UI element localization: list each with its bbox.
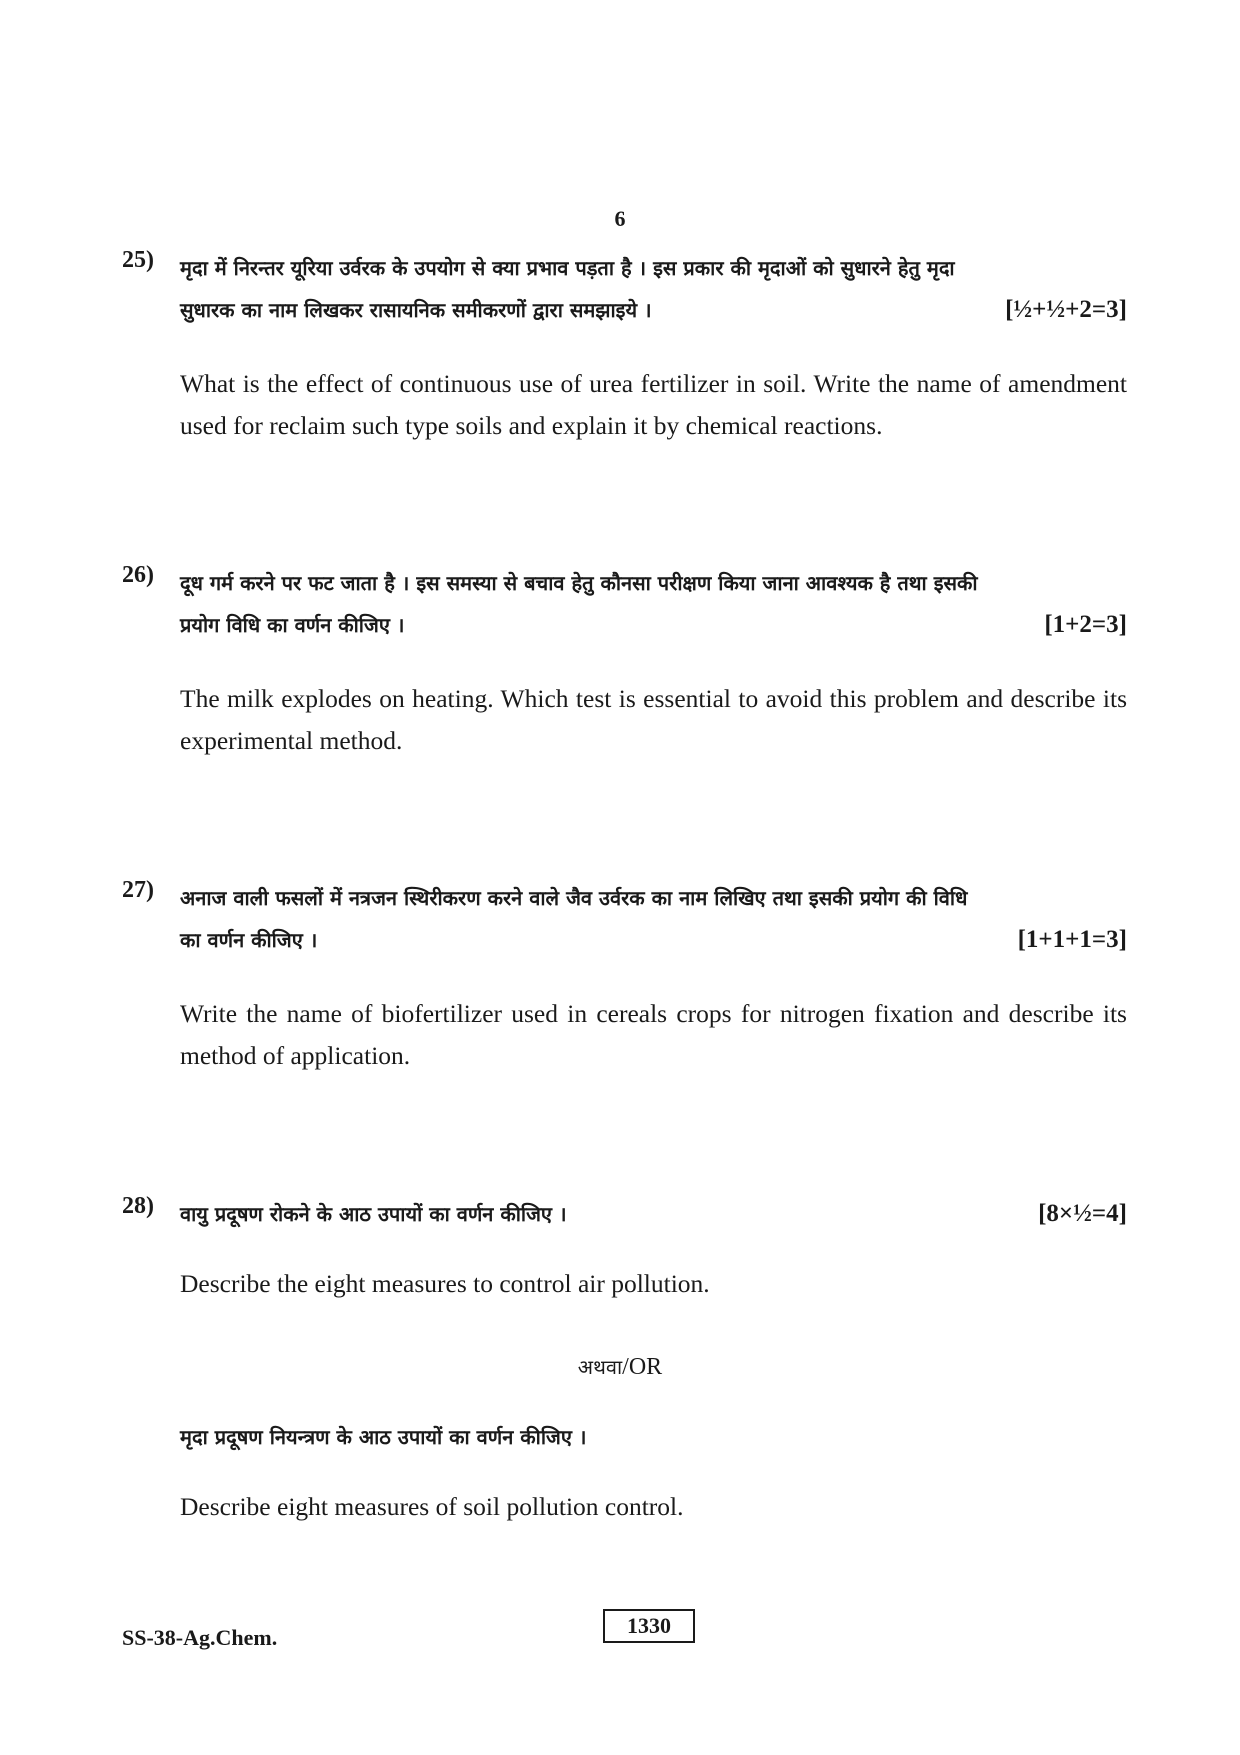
question-number: 28) (122, 1193, 154, 1219)
question-25 (122, 247, 1127, 447)
or-hindi: अथवा (577, 1355, 623, 1379)
hindi-line: वायु प्रदूषण रोकने के आठ उपायों का वर्णन कीजिए । (180, 1202, 567, 1226)
serial-number-box: 1330 (603, 1609, 695, 1643)
question-english-text: The milk explodes on heating. Which test is essential to avoid this problem and describe its experimental method. (180, 684, 1127, 755)
question-number: 25) (122, 247, 154, 273)
paper-code: SS-38-Ag.Chem. (122, 1625, 278, 1650)
marks-label: [½+½+2=3] (1005, 296, 1127, 323)
hindi-last-line (180, 1193, 1127, 1235)
marks-label: [1+2=3] (1044, 611, 1127, 638)
page-number: 6 (614, 206, 626, 231)
question-english-text: Write the name of biofertilizer used in cereals crops for nitrogen fixation and describe its method of application. (180, 999, 1127, 1070)
question-hindi-text (180, 562, 1127, 646)
question-27 (122, 877, 1127, 1077)
hindi-line: प्रयोग विधि का वर्णन कीजिए । (180, 613, 405, 637)
question-26 (122, 562, 1127, 762)
hindi-last-line (180, 919, 1127, 961)
question-english-text: What is the effect of continuous use of urea fertilizer in soil. Write the name of amendment used for reclaim such type soils and explain it by chemical reactions. (180, 369, 1127, 440)
alternative-question-english: Describe eight measures of soil pollution control. (180, 1492, 684, 1521)
hindi-last-line (180, 289, 1127, 331)
alternative-question-hindi: मृदा प्रदूषण नियन्त्रण के आठ उपायों का वर्णन कीजिए । (180, 1425, 587, 1449)
question-28 (122, 1193, 1127, 1305)
question-hindi-text (180, 247, 1127, 331)
question-english-text: Describe the eight measures to control air pollution. (180, 1269, 710, 1298)
hindi-line: दूध गर्म करने पर फट जाता है । इस समस्या से बचाव हेतु कौनसा परीक्षण किया जाना आवश्यक है तथा इसकी (180, 571, 978, 595)
hindi-line: का वर्णन कीजिए । (180, 928, 318, 952)
hindi-line: सुधारक का नाम लिखकर रासायनिक समीकरणों द्वारा समझाइये । (180, 298, 652, 322)
question-number: 27) (122, 877, 154, 903)
or-separator (0, 1353, 1240, 1381)
or-english: /OR (622, 1354, 663, 1380)
question-number: 26) (122, 562, 154, 588)
marks-label: [1+1+1=3] (1017, 926, 1127, 953)
hindi-last-line (180, 604, 1127, 646)
question-hindi-text (180, 1193, 1127, 1235)
question-hindi-text (180, 877, 1127, 961)
hindi-line: अनाज वाली फसलों में नत्रजन स्थिरीकरण करने वाले जैव उर्वरक का नाम लिखिए तथा इसकी प्रयोग की विधि (180, 886, 968, 910)
hindi-line: मृदा में निरन्तर यूरिया उर्वरक के उपयोग से क्या प्रभाव पड़ता है । इस प्रकार की मृदाओं को सुधारने हेतु मृदा (180, 256, 955, 280)
marks-label: [8×½=4] (1038, 1200, 1127, 1227)
